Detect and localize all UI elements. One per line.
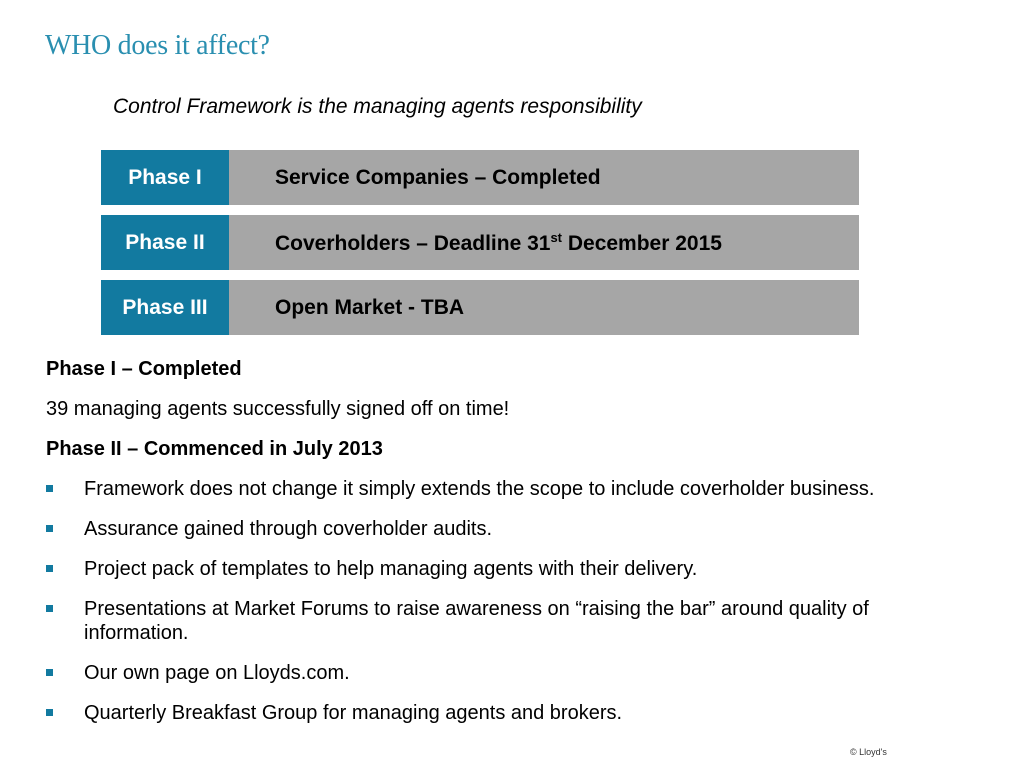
phase1-text: 39 managing agents successfully signed off on time! bbox=[46, 398, 510, 420]
square-bullet-icon bbox=[46, 605, 53, 612]
bullet-text: Project pack of templates to help managing agents with their delivery. bbox=[84, 558, 698, 580]
bullet-text: Our own page on Lloyds.com. bbox=[84, 662, 350, 684]
phase-label-2: Phase II bbox=[101, 215, 229, 270]
bullet-list bbox=[46, 477, 946, 725]
bullet-item bbox=[46, 517, 946, 541]
bullet-text: Presentations at Market Forums to raise awareness on “raising the bar” around quality of information. bbox=[84, 598, 869, 644]
bullet-text: Assurance gained through coverholder audits. bbox=[84, 518, 493, 540]
slide-title: WHO does it affect? bbox=[45, 30, 270, 61]
bullet-text: Quarterly Breakfast Group for managing agents and brokers. bbox=[84, 702, 623, 724]
phase-description-2-superscript: st bbox=[550, 229, 563, 245]
bullet-item bbox=[46, 597, 946, 645]
square-bullet-icon bbox=[46, 565, 53, 572]
slide-body bbox=[46, 357, 946, 741]
phase-description-2-main: Coverholders – Deadline 31 bbox=[275, 231, 551, 255]
phase-label-1: Phase I bbox=[101, 150, 229, 205]
phase-label-3: Phase III bbox=[101, 280, 229, 335]
phase1-heading: Phase I – Completed bbox=[46, 358, 242, 380]
phase-description-1: Service Companies – Completed bbox=[275, 165, 601, 189]
phase-row-2 bbox=[101, 215, 859, 270]
phase-description-2 bbox=[275, 230, 722, 256]
phase-row-3 bbox=[101, 280, 859, 335]
square-bullet-icon bbox=[46, 709, 53, 716]
square-bullet-icon bbox=[46, 485, 53, 492]
square-bullet-icon bbox=[46, 669, 53, 676]
phase2-heading: Phase II – Commenced in July 2013 bbox=[46, 438, 383, 460]
bullet-item bbox=[46, 557, 946, 581]
bullet-item bbox=[46, 661, 946, 685]
copyright-notice: © Lloyd's bbox=[850, 747, 887, 757]
square-bullet-icon bbox=[46, 525, 53, 532]
phase-description-3: Open Market - TBA bbox=[275, 295, 465, 319]
bullet-item bbox=[46, 477, 946, 501]
phase-description-2-tail: December 2015 bbox=[562, 231, 722, 255]
slide-subtitle: Control Framework is the managing agents responsibility bbox=[113, 95, 642, 118]
bullet-item bbox=[46, 701, 946, 725]
phase-row-1 bbox=[101, 150, 859, 205]
bullet-text: Framework does not change it simply extends the scope to include coverholder business. bbox=[84, 478, 875, 500]
